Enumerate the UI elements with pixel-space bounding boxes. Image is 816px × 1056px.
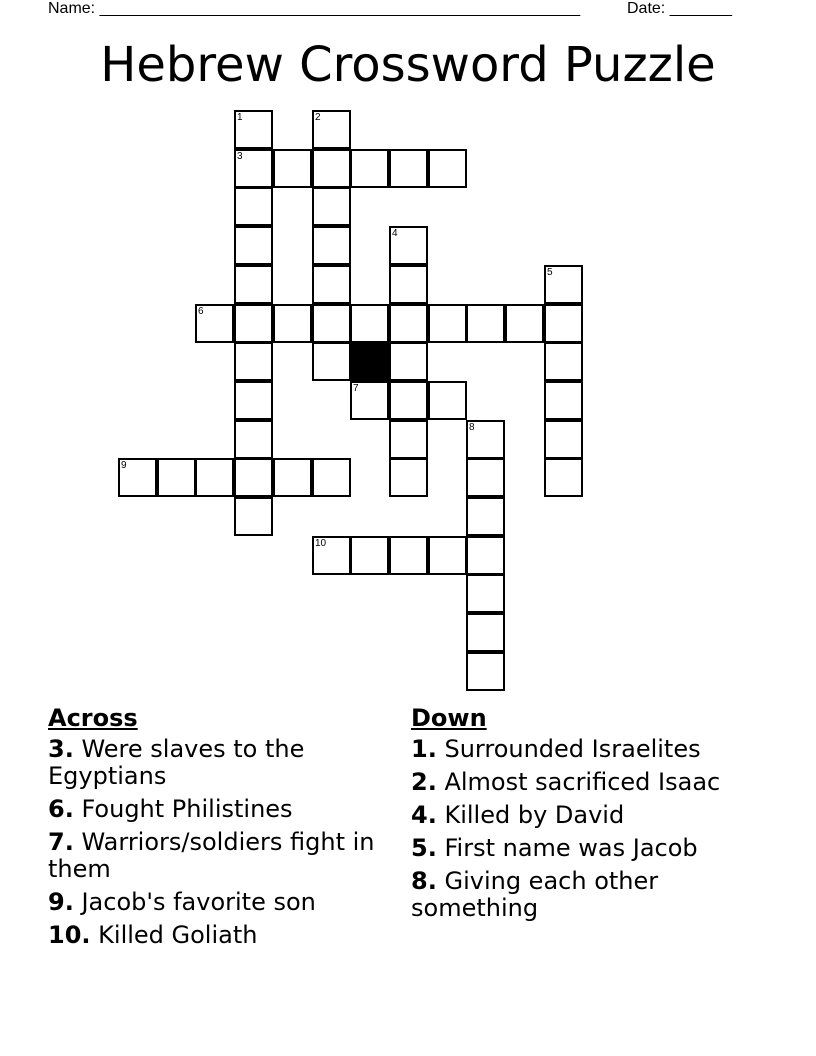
grid-cell[interactable] <box>312 187 351 226</box>
grid-cell[interactable] <box>544 342 583 381</box>
clue-text: Fought Philistines <box>81 795 293 823</box>
grid-cell[interactable] <box>118 458 157 497</box>
grid-cell[interactable] <box>389 149 428 188</box>
clue-number-label: 1 <box>237 112 243 123</box>
clue-text: Jacob's favorite son <box>81 888 316 916</box>
clue-text: Almost sacrificed Isaac <box>444 768 721 796</box>
grid-cell[interactable] <box>389 536 428 575</box>
grid-cell[interactable] <box>234 381 273 420</box>
grid-cell[interactable] <box>234 497 273 536</box>
clue-number-label: 5 <box>547 267 553 278</box>
grid-cell[interactable] <box>273 149 312 188</box>
clue-down-5 <box>411 835 761 862</box>
down-clues <box>411 703 761 928</box>
clue-number: 5. <box>411 834 437 862</box>
grid-cell[interactable] <box>234 265 273 304</box>
clue-down-8 <box>411 868 761 922</box>
clue-number-label: 9 <box>121 460 127 471</box>
grid-cell[interactable] <box>466 613 505 652</box>
grid-cell[interactable] <box>273 458 312 497</box>
clue-text: Killed Goliath <box>98 921 258 949</box>
grid-block-cell <box>350 342 389 381</box>
clue-number-label: 2 <box>315 112 321 123</box>
clue-number-label: 4 <box>392 228 398 239</box>
grid-cell[interactable] <box>312 536 351 575</box>
clue-text: Giving each other something <box>411 867 659 922</box>
grid-cell[interactable] <box>234 110 273 149</box>
grid-cell[interactable] <box>428 536 467 575</box>
clue-number-label: 8 <box>469 422 475 433</box>
clue-number-label: 10 <box>315 538 327 549</box>
grid-cell[interactable] <box>312 226 351 265</box>
clue-number: 1. <box>411 735 437 763</box>
grid-cell[interactable] <box>466 304 505 343</box>
grid-cell[interactable] <box>312 342 351 381</box>
clue-number: 8. <box>411 867 437 895</box>
down-heading: Down <box>411 704 487 732</box>
clue-number-label: 6 <box>198 306 204 317</box>
clue-number: 3. <box>48 735 74 763</box>
clue-number: 4. <box>411 801 437 829</box>
clue-across-3 <box>48 736 388 790</box>
grid-cell[interactable] <box>195 458 234 497</box>
clue-number: 2. <box>411 768 437 796</box>
across-heading: Across <box>48 704 138 732</box>
clue-text: Were slaves to the Egyptians <box>48 735 305 790</box>
clue-text: Surrounded Israelites <box>444 735 701 763</box>
grid-cell[interactable] <box>544 458 583 497</box>
grid-cell[interactable] <box>544 265 583 304</box>
clue-number-label: 3 <box>237 151 243 162</box>
grid-cell[interactable] <box>350 149 389 188</box>
grid-cell[interactable] <box>312 304 351 343</box>
grid-cell[interactable] <box>466 458 505 497</box>
grid-cell[interactable] <box>466 536 505 575</box>
grid-cell[interactable] <box>312 110 351 149</box>
date-field[interactable]: Date: _______ <box>627 0 732 17</box>
grid-cell[interactable] <box>312 458 351 497</box>
grid-cell[interactable] <box>389 304 428 343</box>
clue-down-4 <box>411 802 761 829</box>
page-title: Hebrew Crossword Puzzle <box>100 37 716 93</box>
grid-cell[interactable] <box>234 342 273 381</box>
clue-number: 6. <box>48 795 74 823</box>
grid-cell[interactable] <box>234 304 273 343</box>
clue-text: Warriors/soldiers fight in them <box>48 828 375 883</box>
clue-down-2 <box>411 769 761 796</box>
clue-across-7 <box>48 829 388 883</box>
grid-cell[interactable] <box>350 536 389 575</box>
clue-number: 9. <box>48 888 74 916</box>
grid-cell[interactable] <box>234 420 273 459</box>
grid-cell[interactable] <box>389 458 428 497</box>
grid-cell[interactable] <box>350 381 389 420</box>
grid-cell[interactable] <box>389 226 428 265</box>
name-field[interactable]: Name: ______________________________________________________ <box>48 0 581 17</box>
grid-cell[interactable] <box>466 497 505 536</box>
grid-cell[interactable] <box>312 149 351 188</box>
clue-down-1 <box>411 736 761 763</box>
grid-cell[interactable] <box>195 304 234 343</box>
clue-across-9 <box>48 889 388 916</box>
clue-number-label: 7 <box>353 383 359 394</box>
grid-cell[interactable] <box>466 652 505 691</box>
clue-across-10 <box>48 922 388 949</box>
grid-cell[interactable] <box>389 420 428 459</box>
grid-cell[interactable] <box>234 458 273 497</box>
grid-cell[interactable] <box>234 149 273 188</box>
grid-cell[interactable] <box>389 265 428 304</box>
grid-cell[interactable] <box>234 226 273 265</box>
grid-cell[interactable] <box>544 304 583 343</box>
grid-cell[interactable] <box>428 149 467 188</box>
grid-cell[interactable] <box>428 304 467 343</box>
grid-cell[interactable] <box>505 304 544 343</box>
grid-cell[interactable] <box>234 187 273 226</box>
grid-cell[interactable] <box>350 304 389 343</box>
grid-cell[interactable] <box>544 420 583 459</box>
clue-text: First name was Jacob <box>444 834 698 862</box>
grid-cell[interactable] <box>466 420 505 459</box>
grid-cell[interactable] <box>157 458 196 497</box>
grid-cell[interactable] <box>428 381 467 420</box>
grid-cell[interactable] <box>544 381 583 420</box>
clue-text: Killed by David <box>444 801 625 829</box>
grid-cell[interactable] <box>389 342 428 381</box>
clue-number: 10. <box>48 921 91 949</box>
grid-cell[interactable] <box>389 381 428 420</box>
clue-number: 7. <box>48 828 74 856</box>
grid-cell[interactable] <box>273 304 312 343</box>
grid-cell[interactable] <box>312 265 351 304</box>
clue-across-6 <box>48 796 388 823</box>
grid-cell[interactable] <box>466 574 505 613</box>
across-clues <box>48 703 388 955</box>
